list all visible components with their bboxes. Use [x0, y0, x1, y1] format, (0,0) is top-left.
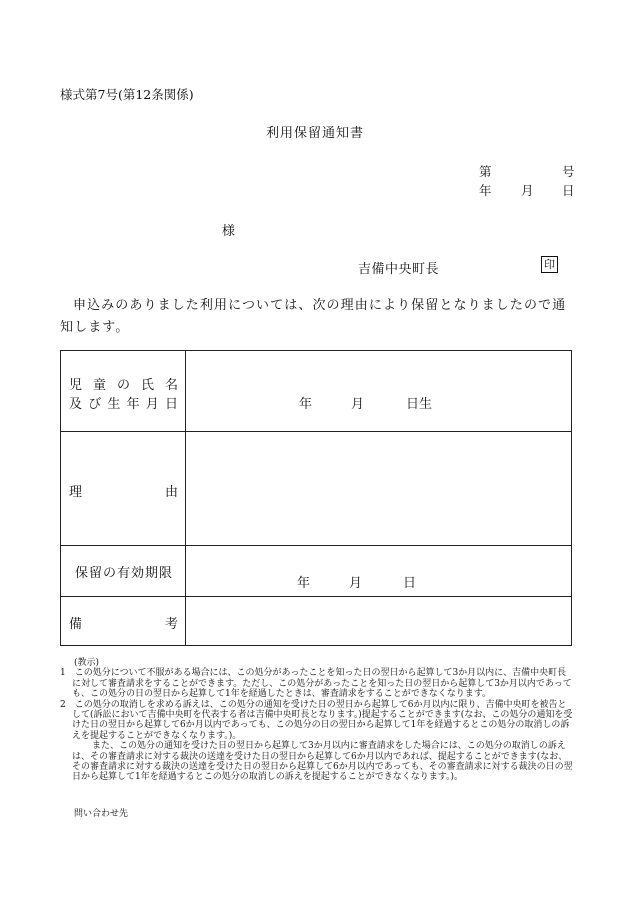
document-number-suffix: 号	[562, 164, 575, 179]
issue-date-day: 日	[562, 183, 575, 198]
period-month-unit: 月	[349, 576, 363, 591]
birth-year-unit: 年	[299, 397, 313, 412]
reason-label-right: 由	[165, 485, 179, 500]
notice-table	[60, 350, 572, 646]
contact-label: 問い合わせ先	[74, 809, 129, 819]
note-item-2: 2 この処分の取消しを求める訴えは、この処分の通知を受けた日の翌日から起算して6か月以内に限り、吉備中央町を被告として(訴訟において吉備中央町を代表する者は吉備中央町長となります。)提起することができます(なお、この処分の通知を受けた日の翌日から起算して6か月以内であっても、この処分の日の翌日から起算して1年を経過するとこの処分の取消しの訴えを提起することができなくなります。)。	[60, 699, 573, 741]
period-day-unit: 日	[403, 576, 417, 591]
birth-month-unit: 月	[351, 397, 365, 412]
table-row-divider	[61, 431, 571, 432]
table-row-divider	[61, 545, 571, 546]
period-year-unit: 年	[297, 576, 311, 591]
note-item-2-continued: また、この処分の通知を受けた日の翌日から起算して3か月以内に審査請求をした場合には、この処分の取消しの訴えは、その審査請求に対する裁決の送達を受けた日の翌日から起算して6か月以内であれば、提起することができます(なお、その審査請求に対する裁決の送達を受けた日の翌日から起算して6か月以内であっても、その審査請求に対する裁決の日の翌日から起算して1年を経過するとこの処分の取消しの訴えを提起することができなくなります。)。	[72, 741, 573, 783]
notes-title: (教示)	[74, 658, 100, 668]
instruction-notes	[60, 658, 575, 783]
retention-period-label: 保留の有効期限	[75, 566, 174, 581]
note-item-1: 1 この処分について不服がある場合には、この処分があったことを知った日の翌日から起算して3か月以内に、吉備中央町長に対して審査請求をすることができます。ただし、この処分があったことを知った日の翌日から起算して3か月以内であっても、この処分の日の翌日から起算して1年を経過したときは、審査請求をすることができなくなります。	[60, 668, 572, 700]
issue-date-month: 月	[521, 183, 534, 198]
birthdate-label: 及び生年月日	[69, 397, 178, 412]
remarks-label-left: 備	[69, 617, 83, 632]
addressee-suffix: 様	[222, 224, 236, 239]
table-column-divider	[185, 351, 186, 645]
reason-label-left: 理	[69, 485, 83, 500]
table-row-divider	[61, 596, 571, 597]
issue-date-year: 年	[479, 183, 492, 198]
document-title: 利用保留通知書	[265, 126, 364, 141]
form-number: 様式第7号(第12条関係)	[60, 87, 194, 102]
seal-mark: 印	[541, 256, 558, 273]
birth-day-unit: 日生	[406, 397, 433, 412]
document-number-label: 第	[479, 164, 492, 179]
child-name-label: 児童の氏名	[69, 378, 178, 393]
notice-body-text: 申込みのありました利用については、次の理由により保留となりましたので通知します。	[60, 298, 567, 335]
issuer-name: 吉備中央町長	[358, 262, 440, 277]
remarks-label-right: 考	[165, 617, 179, 632]
